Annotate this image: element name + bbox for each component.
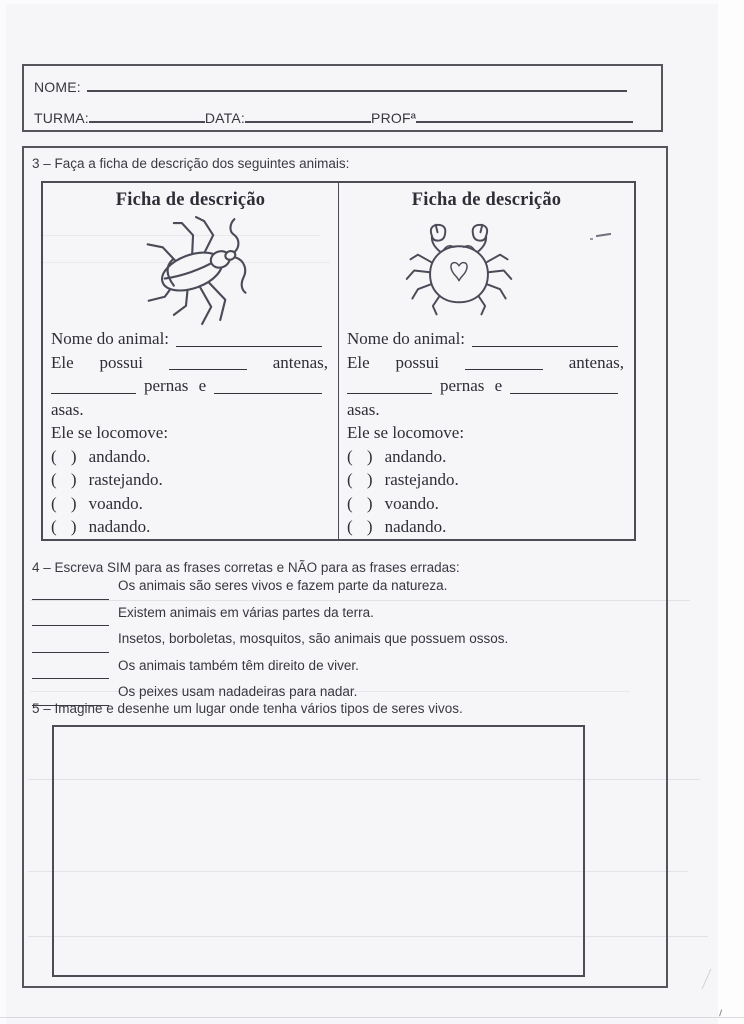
scan-edge-bottom [0, 1017, 744, 1018]
option-label: andando. [88, 446, 151, 466]
ficha-card-insect [43, 183, 339, 539]
answer-blank [32, 613, 109, 626]
question4-items [32, 578, 652, 711]
answer-blank [465, 356, 543, 370]
answer-blank [176, 333, 322, 347]
word: pernas e [440, 376, 503, 395]
checkbox-parens: ( ) [51, 470, 82, 489]
statement-text: Os peixes usam nadadeiras para nadar. [118, 684, 358, 699]
answer-blank [32, 640, 109, 653]
answer-blank [347, 380, 432, 394]
option-row [347, 445, 624, 469]
antennas-line [347, 351, 624, 375]
statement-text: Existem animais em várias partes da terra. [118, 604, 374, 620]
ficha-card-crab [339, 183, 634, 539]
insect-figure [43, 211, 338, 327]
question4-title: 4 – Escreva SIM para as frases corretas e NÃO para as frases erradas: [32, 560, 460, 575]
card-heading: Ficha de descrição [411, 190, 562, 210]
statement-text: Os animais também têm direito de viver. [118, 657, 359, 673]
word: Ele [51, 352, 74, 372]
option-label: andando. [384, 446, 447, 466]
option-label: voando. [384, 493, 439, 513]
option-row [347, 492, 624, 516]
insect-icon [135, 211, 247, 327]
answer-blank [32, 587, 109, 600]
name-row [34, 76, 649, 98]
antennas-line [51, 351, 328, 375]
prof-blank-line [416, 107, 633, 123]
word: Ele se locomove: [347, 423, 465, 442]
option-label: rastejando. [384, 470, 459, 489]
card-text [43, 327, 338, 539]
word: pernas e [144, 376, 207, 395]
word: asas. [51, 399, 84, 419]
question3-title: 3 – Faça a ficha de descrição dos seguintes animais: [32, 156, 350, 171]
word: possui [99, 352, 143, 372]
drawing-area [52, 725, 585, 977]
question5-title: 5 – Imagine e desenhe um lugar onde tenha vários tipos de seres vivos. [32, 701, 463, 716]
statement-row [32, 578, 652, 605]
answer-blank [510, 380, 618, 394]
questions-box [22, 146, 668, 988]
crab-icon [403, 222, 515, 320]
name-label: NOME: [34, 79, 81, 95]
statement-row [32, 605, 652, 632]
option-row [347, 468, 624, 492]
answer-blank [472, 333, 618, 347]
word: antenas, [272, 352, 328, 372]
answer-blank [32, 666, 109, 679]
option-label: voando. [88, 493, 143, 513]
prof-label: PROFª [371, 110, 417, 126]
option-row [51, 515, 328, 539]
locomove-line [347, 421, 624, 445]
checkbox-parens: ( ) [51, 446, 82, 466]
word: Ele [347, 352, 370, 372]
word: Ele se locomove: [51, 423, 169, 442]
pernas-line [51, 374, 328, 398]
turma-blank-line [89, 107, 205, 123]
locomove-line [51, 421, 328, 445]
class-date-teacher-row [34, 107, 649, 129]
statement-row [32, 631, 652, 658]
option-row [51, 492, 328, 516]
scan-edge-left [0, 0, 6, 1024]
paper-crease-mark [702, 969, 712, 990]
option-label: rastejando. [88, 470, 163, 489]
option-label: nadando. [88, 517, 151, 536]
data-label: DATA: [204, 110, 246, 126]
word: asas. [347, 399, 380, 419]
animal-name-label: Nome do animal: [51, 329, 170, 348]
animal-name-line [51, 327, 328, 351]
animal-name-label: Nome do animal: [347, 329, 466, 348]
option-label: nadando. [384, 517, 447, 536]
checkbox-parens: ( ) [51, 493, 82, 513]
statement-row [32, 658, 652, 685]
scan-edge-top [0, 0, 744, 4]
data-blank-line [245, 107, 371, 123]
checkbox-parens: ( ) [347, 517, 378, 536]
pen-mark-dot [590, 238, 593, 240]
card-heading: Ficha de descrição [115, 190, 266, 210]
scan-edge-right [718, 0, 744, 1024]
word: possui [395, 352, 439, 372]
checkbox-parens: ( ) [347, 446, 378, 466]
answer-blank [51, 380, 136, 394]
answer-blank [214, 380, 322, 394]
checkbox-parens: ( ) [347, 493, 378, 513]
student-info-box [22, 64, 663, 132]
option-row [51, 468, 328, 492]
description-cards-table [41, 181, 636, 541]
statement-text: Insetos, borboletas, mosquitos, são animais que possuem ossos. [118, 631, 509, 646]
checkbox-parens: ( ) [347, 470, 378, 489]
crab-figure [339, 215, 578, 327]
asas-line [51, 398, 328, 422]
pernas-line [347, 374, 624, 398]
card-text [339, 327, 634, 539]
animal-name-line [347, 327, 624, 351]
asas-line [347, 398, 624, 422]
checkbox-parens: ( ) [51, 517, 82, 536]
answer-blank [169, 356, 247, 370]
turma-label: TURMA: [34, 110, 89, 126]
name-blank-line [87, 76, 627, 92]
option-row [51, 445, 328, 469]
word: antenas, [568, 352, 624, 372]
option-row [347, 515, 624, 539]
statement-text: Os animais são seres vivos e fazem parte da natureza. [118, 578, 448, 593]
